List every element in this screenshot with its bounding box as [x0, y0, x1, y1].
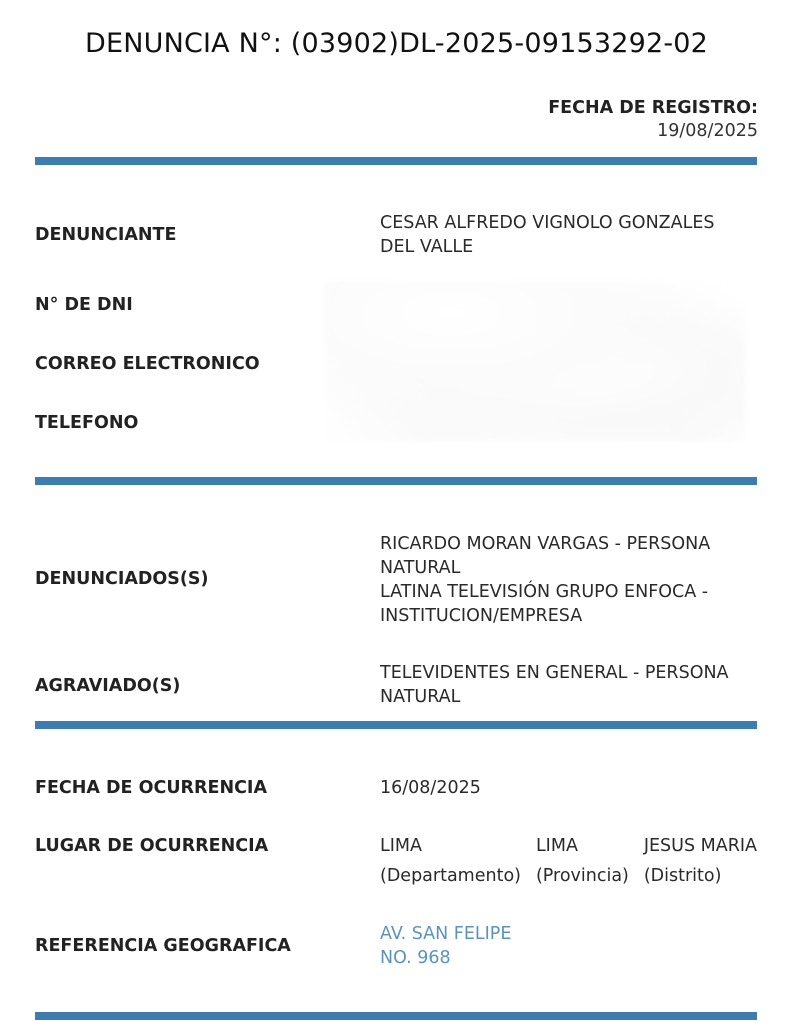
section-divider-4: [35, 1012, 757, 1020]
occurrence-date-label: FECHA DE OCURRENCIA: [35, 778, 267, 798]
aggrieved-value: [380, 661, 760, 709]
accused-line-1: RICARDO MORAN VARGAS - PERSONA: [380, 534, 711, 554]
department-column: [380, 834, 521, 888]
accused-line-2: NATURAL: [380, 558, 461, 578]
accused-line-4: INSTITUCION/EMPRESA: [380, 606, 583, 626]
complainant-label: DENUNCIANTE: [35, 225, 177, 245]
province-caption: (Provincia): [535, 866, 629, 886]
section-divider-3: [35, 721, 757, 729]
department-value: LIMA: [380, 836, 422, 856]
accused-line-3: LATINA TELEVISIÓN GRUPO ENFOCA -: [380, 582, 709, 602]
phone-label: TELEFONO: [35, 413, 139, 433]
complaint-title: DENUNCIA N°: (03902)DL-2025-09153292-02: [84, 28, 709, 59]
aggrieved-line-2: NATURAL: [380, 687, 461, 707]
registration-date-label: FECHA DE REGISTRO:: [548, 98, 758, 118]
province-column: [536, 834, 629, 888]
district-caption: (Distrito): [643, 866, 722, 886]
occurrence-place-label: LUGAR DE OCURRENCIA: [35, 836, 269, 856]
registration-date-value: 19/08/2025: [657, 121, 758, 141]
geo-reference-link[interactable]: [380, 922, 511, 970]
aggrieved-line-1: TELEVIDENTES EN GENERAL - PERSONA: [380, 663, 729, 683]
complainant-value: [380, 211, 760, 259]
district-column: [644, 834, 757, 888]
complainant-line-1: CESAR ALFREDO VIGNOLO GONZALES: [380, 213, 715, 233]
email-label: CORREO ELECTRONICO: [35, 354, 260, 374]
occurrence-date-value: 16/08/2025: [380, 778, 481, 798]
occurrence-place-value: [380, 834, 757, 888]
complainant-line-2: DEL VALLE: [380, 237, 474, 257]
department-caption: (Departamento): [380, 866, 521, 886]
accused-value: [380, 532, 760, 628]
district-value: JESUS MARIA: [643, 836, 757, 856]
geo-reference-line-1[interactable]: AV. SAN FELIPE: [380, 924, 512, 944]
aggrieved-label: AGRAVIADO(S): [35, 676, 181, 696]
dni-label: N° DE DNI: [35, 295, 133, 315]
section-divider-2: [35, 477, 757, 485]
section-divider-1: [35, 157, 757, 165]
province-value: LIMA: [535, 836, 578, 856]
accused-label: DENUNCIADOS(S): [35, 569, 209, 589]
geo-reference-line-2[interactable]: NO. 968: [380, 948, 451, 968]
geo-reference-label: REFERENCIA GEOGRAFICA: [35, 936, 291, 956]
redaction-smudge: [325, 282, 745, 442]
